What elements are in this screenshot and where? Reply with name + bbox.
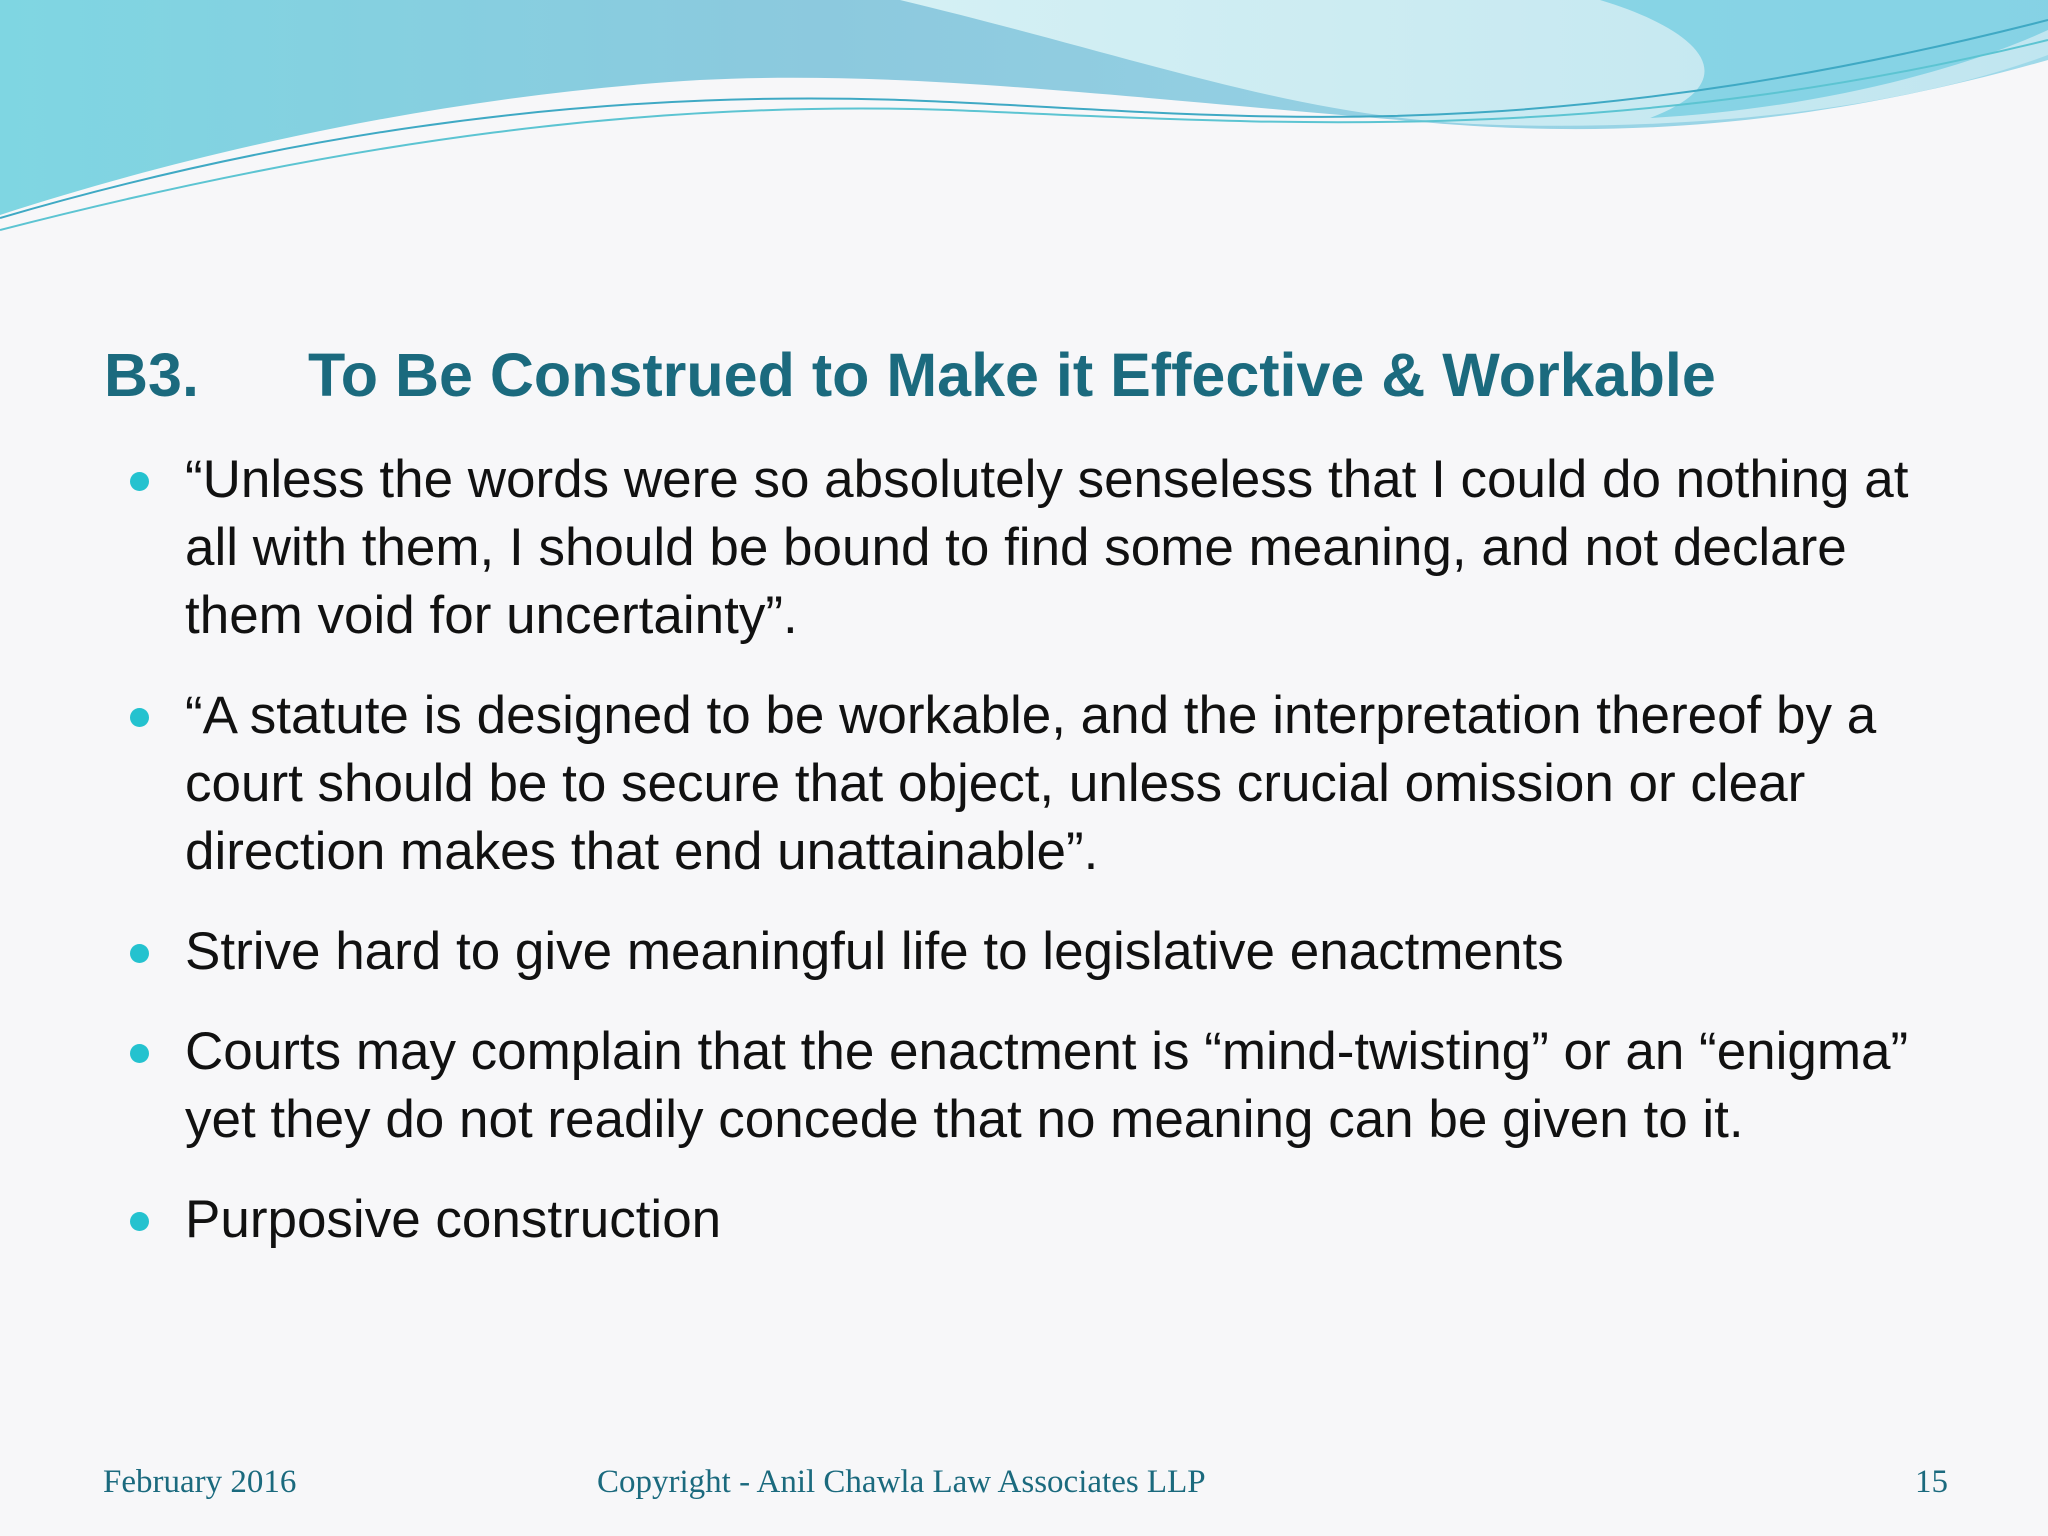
slide-title bbox=[104, 330, 1964, 420]
bullet-dot-icon bbox=[130, 944, 149, 963]
bullet-item bbox=[125, 682, 1925, 886]
bullet-item bbox=[125, 1018, 1925, 1154]
bullet-item bbox=[125, 446, 1925, 650]
page-number: 15 bbox=[1915, 1464, 1948, 1500]
title-number: B3. bbox=[104, 341, 199, 409]
bullet-item bbox=[125, 918, 1925, 986]
bullet-dot-icon bbox=[130, 1212, 149, 1231]
bullet-dot-icon bbox=[130, 472, 149, 491]
bullet-text: “A statute is designed to be workable, and the interpretation thereof by a court should be to secure that object, unless crucial omission or clear direction makes that end unattainable”. bbox=[185, 686, 1877, 881]
bullet-list bbox=[125, 446, 1925, 1286]
title-text: To Be Construed to Make it Effective & Workable bbox=[308, 341, 1716, 409]
footer-copyright: Copyright - Anil Chawla Law Associates LLP bbox=[597, 1464, 1206, 1500]
footer-date: February 2016 bbox=[103, 1464, 297, 1500]
bullet-item bbox=[125, 1186, 1925, 1254]
bullet-text: Purposive construction bbox=[185, 1190, 722, 1249]
bullet-text: “Unless the words were so absolutely senseless that I could do nothing at all with them, I should be bound to find some meaning, and not declare them void for uncertainty”. bbox=[185, 450, 1909, 645]
bullet-text: Courts may complain that the enactment is “mind-twisting” or an “enigma” yet they do not readily concede that no meaning can be given to it. bbox=[185, 1022, 1909, 1149]
bullet-text: Strive hard to give meaningful life to legislative enactments bbox=[185, 922, 1564, 981]
wave-header-decoration bbox=[0, 0, 2048, 240]
bullet-dot-icon bbox=[130, 708, 149, 727]
bullet-dot-icon bbox=[130, 1044, 149, 1063]
